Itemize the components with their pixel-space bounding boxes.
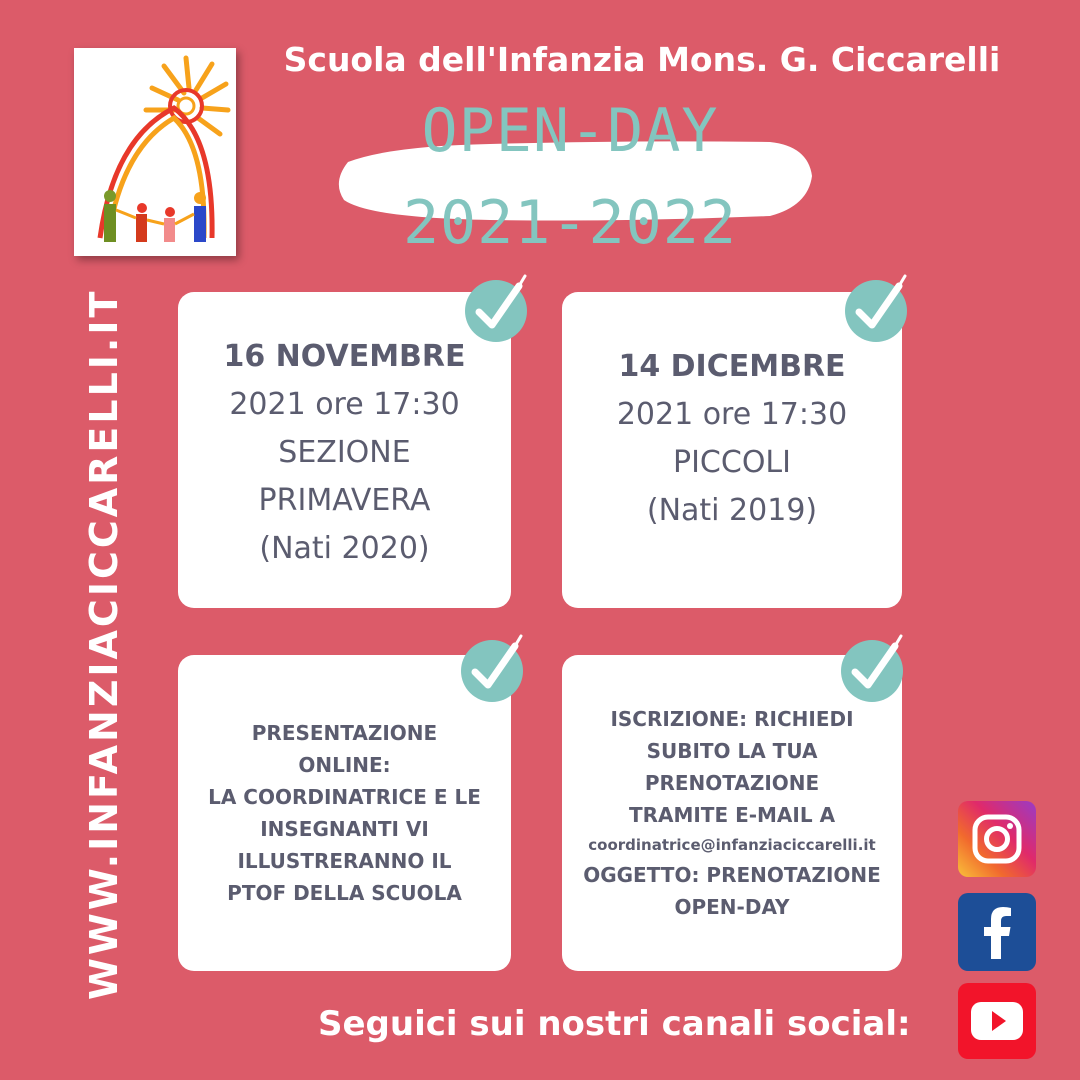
card-line: PRENOTAZIONE [644,771,820,795]
card-line: TRAMITE E-MAIL A [628,803,836,827]
registration-card [562,655,902,971]
presentation-card [178,655,511,971]
card-birth-year: (Nati 2019) [646,493,818,528]
card-line: PTOF DELLA SCUOLA [227,881,462,905]
event-year: 2021-2022 [402,188,738,258]
facebook-icon[interactable] [958,893,1036,971]
card-line: INSEGNANTI VI [260,817,429,841]
instagram-icon[interactable] [958,801,1036,877]
website-link[interactable]: WWW.INFANZIACICCARELLI.IT [82,288,126,1000]
card-line: OGGETTO: PRENOTAZIONE [583,863,881,887]
check-icon [465,280,527,342]
card-line: PRESENTAZIONE [251,721,438,745]
youtube-icon[interactable] [958,983,1036,1059]
card-line: LA COORDINATRICE E LE [208,785,481,809]
card-line: ONLINE: [298,753,391,777]
event-title: OPEN-DAY [421,96,719,166]
card-line: ILLUSTRERANNO IL [237,849,452,873]
event-card-primavera [178,292,511,608]
card-line: SUBITO LA TUA [646,739,818,763]
card-date: 14 DICEMBRE [618,349,846,384]
contact-email[interactable]: coordinatrice@infanziaciccarelli.it [588,836,876,854]
card-line: OPEN-DAY [674,895,790,919]
card-line: ISCRIZIONE: RICHIEDI [610,707,854,731]
card-date: 16 NOVEMBRE [223,339,466,374]
card-section: SEZIONE [278,435,411,470]
check-icon [841,640,903,702]
school-logo [74,48,236,256]
check-icon [845,280,907,342]
card-time: 2021 ore 17:30 [616,397,848,432]
card-section-name: PRIMAVERA [258,483,431,518]
card-birth-year: (Nati 2020) [259,531,430,566]
sun-family-logo-icon [74,48,236,256]
card-section: PICCOLI [672,445,791,480]
school-name: Scuola dell'Infanzia Mons. G. Ciccarelli [283,40,1001,79]
card-time: 2021 ore 17:30 [229,387,460,422]
check-icon [461,640,523,702]
social-invite-text: Seguici sui nostri canali social: [318,1004,911,1044]
